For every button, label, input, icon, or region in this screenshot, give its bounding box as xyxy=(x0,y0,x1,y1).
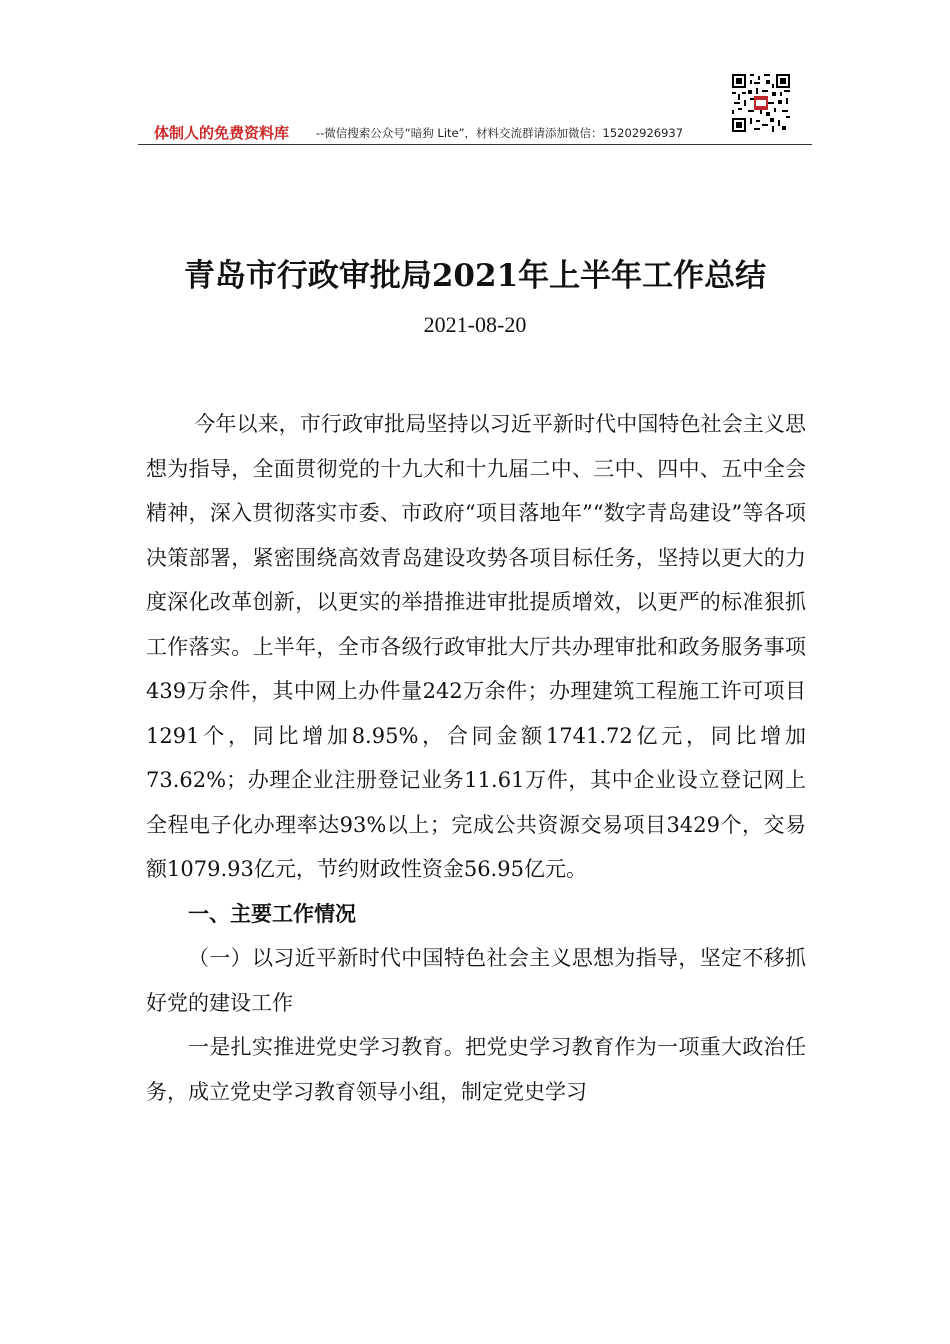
header-brand: 体制人的免费资料库 xyxy=(154,124,290,142)
qr-code-icon xyxy=(732,74,790,132)
header-divider xyxy=(138,144,812,145)
subsection-heading: （一）以习近平新时代中国特色社会主义思想为指导，坚定不移抓好党的建设工作 xyxy=(146,946,806,1015)
document-date: 2021-08-20 xyxy=(423,312,527,337)
document-body xyxy=(146,402,806,1114)
body-paragraph: 一是扎实推进党史学习教育。把党史学习教育作为一项重大政治任务，成立党史学习教育领导小组，制定党史学习 xyxy=(146,1035,806,1104)
document-title: 青岛市行政审批局2021年上半年工作总结 xyxy=(183,258,767,294)
section-heading: 一、主要工作情况 xyxy=(188,901,356,926)
header-note: --微信搜索公众号“暗狗 Lite”，材料交流群请添加微信：15202926937 xyxy=(316,126,684,140)
intro-paragraph: 今年以来，市行政审批局坚持以习近平新时代中国特色社会主义思想为指导，全面贯彻党的十九大和十九届二中、三中、四中、五中全会精神，深入贯彻落实市委、市政府“项目落地年”“数字青岛建设”等各项决策部署，紧密围绕高效青岛建设攻势各项目标任务，坚持以更大的力度深化改革创新，以更实的举措推进审批提质增效，以更严的标准狠抓工作落实。上半年，全市各级行政审批大厅共办理审批和政务服务事项439万余件，其中网上办件量242万余件；办理建筑工程施工许可项目1291个，同比增加8.95%，合同金额1741.72亿元，同比增加73.62%；办理企业注册登记业务11.61万件，其中企业设立登记网上全程电子化办理率达93%以上；完成公共资源交易项目3429个，交易额1079.93亿元，节约财政性资金56.95亿元。 xyxy=(146,412,806,881)
